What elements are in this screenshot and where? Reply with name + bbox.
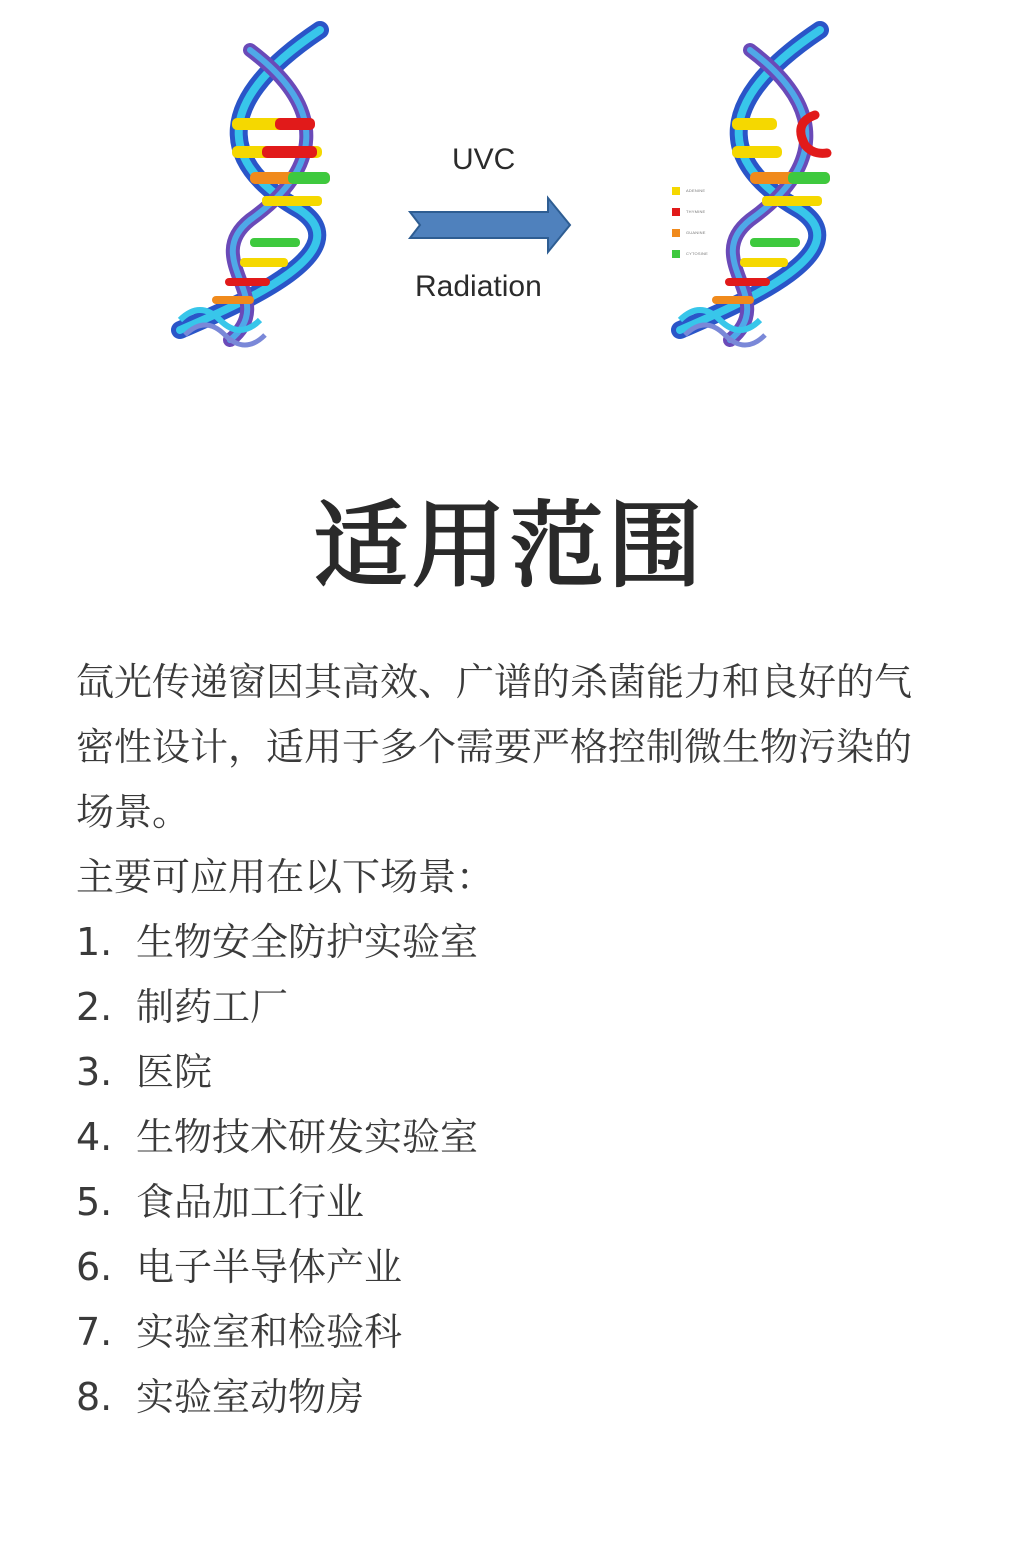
content-body	[76, 650, 946, 1430]
list-item	[76, 975, 946, 1040]
list-item-number: 6.	[76, 1245, 113, 1289]
uvc-label: UVC	[452, 143, 516, 176]
list-item-text: 制药工厂	[136, 985, 289, 1029]
dna-helix-left	[180, 30, 330, 345]
uvc-dna-figure	[0, 0, 1020, 380]
dna-helix-illustration	[0, 0, 1020, 380]
arrow-right-icon	[410, 198, 570, 252]
list-item-number: 1.	[76, 920, 113, 964]
legend-item	[672, 243, 708, 264]
legend-label: ADENINE	[686, 188, 706, 193]
list-item-text: 医院	[136, 1050, 213, 1094]
list-item-text: 实验室动物房	[136, 1375, 365, 1419]
legend-swatch	[672, 208, 680, 216]
list-item-text: 生物安全防护实验室	[136, 920, 479, 964]
list-item-text: 食品加工行业	[136, 1180, 365, 1224]
legend-swatch	[672, 229, 680, 237]
list-item	[76, 1170, 946, 1235]
list-item-number: 3.	[76, 1050, 113, 1094]
list-item-text: 生物技术研发实验室	[136, 1115, 479, 1159]
list-item	[76, 1365, 946, 1430]
list-item-number: 5.	[76, 1180, 113, 1224]
list-item-number: 7.	[76, 1310, 113, 1354]
list-item-number: 2.	[76, 985, 113, 1029]
list-heading: 主要可应用在以下场景：	[76, 855, 495, 899]
list-item	[76, 1105, 946, 1170]
intro-paragraph: 氙光传递窗因其高效、广谱的杀菌能力和良好的气密性设计，适用于多个需要严格控制微生物污染的场景。	[76, 660, 913, 834]
radiation-label: Radiation	[415, 270, 542, 303]
legend-label: THYMINE	[686, 209, 706, 214]
legend-label: GUANINE	[686, 230, 706, 235]
list-item	[76, 910, 946, 975]
legend-swatch	[672, 250, 680, 258]
legend-item	[672, 222, 708, 243]
base-pair-legend	[672, 180, 708, 264]
legend-swatch	[672, 187, 680, 195]
list-item-number: 4.	[76, 1115, 113, 1159]
legend-item	[672, 201, 708, 222]
list-item	[76, 1300, 946, 1365]
scenario-list	[76, 910, 946, 1430]
legend-item	[672, 180, 708, 201]
legend-label: CYTOSINE	[686, 251, 708, 256]
list-item	[76, 1235, 946, 1300]
list-item-number: 8.	[76, 1375, 113, 1419]
list-item	[76, 1040, 946, 1105]
list-item-text: 实验室和检验科	[136, 1310, 403, 1354]
section-title: 适用范围	[313, 492, 706, 601]
list-item-text: 电子半导体产业	[136, 1245, 403, 1289]
